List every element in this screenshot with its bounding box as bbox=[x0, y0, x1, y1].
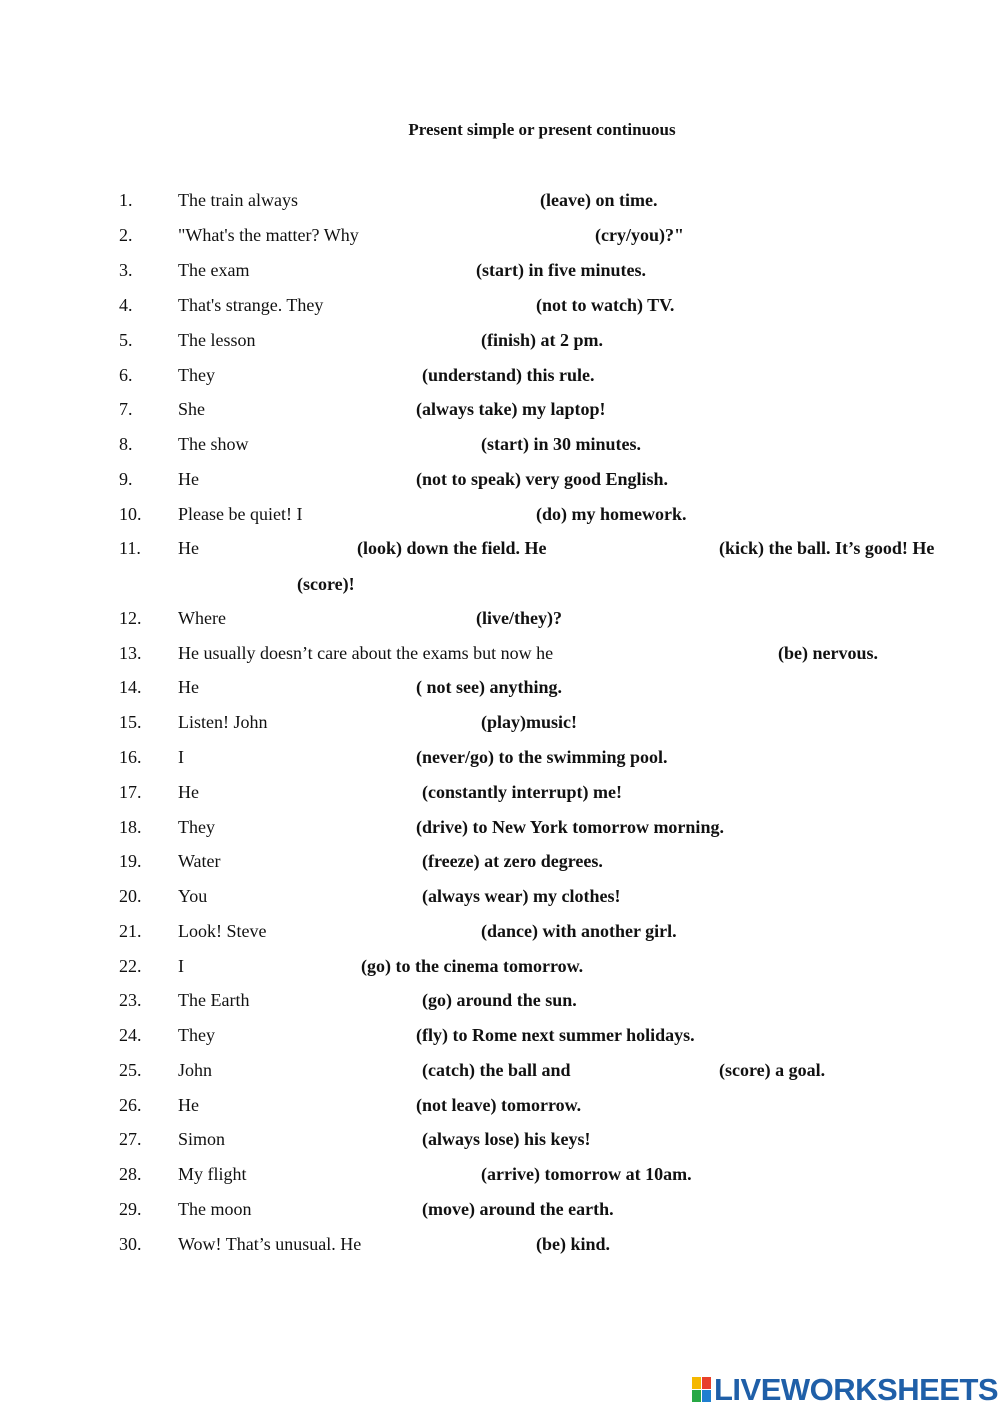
exercise-item bbox=[0, 919, 1000, 943]
sentence-text: They bbox=[178, 365, 215, 385]
sentence-text: my clothes! bbox=[528, 886, 621, 906]
verb-prompt: (score)! bbox=[297, 574, 355, 594]
sentence-text: at 2 pm. bbox=[536, 330, 604, 350]
item-number: 2. bbox=[119, 225, 133, 245]
sentence-text: My flight bbox=[178, 1164, 247, 1184]
liveworksheets-logo-icon bbox=[692, 1377, 712, 1403]
exercise-item bbox=[0, 1093, 1000, 1117]
sentence-text: The exam bbox=[178, 260, 250, 280]
sentence-text: to New York tomorrow morning. bbox=[467, 817, 724, 837]
sentence-text: Look! Steve bbox=[178, 921, 267, 941]
sentence-text: kind. bbox=[566, 1234, 611, 1254]
item-number: 11. bbox=[119, 538, 141, 558]
item-number: 26. bbox=[119, 1095, 142, 1115]
exercise-item bbox=[0, 849, 1000, 873]
worksheet-title: Present simple or present continuous bbox=[408, 120, 676, 139]
item-number: 6. bbox=[119, 365, 133, 385]
sentence-text: to Rome next summer holidays. bbox=[447, 1025, 695, 1045]
item-number: 29. bbox=[119, 1199, 142, 1219]
item-number: 20. bbox=[119, 886, 142, 906]
item-number: 23. bbox=[119, 990, 142, 1010]
item-number: 21. bbox=[119, 921, 142, 941]
exercise-item bbox=[0, 988, 1000, 1012]
sentence-text: Water bbox=[178, 851, 221, 871]
verb-prompt: (finish) at 2 pm. bbox=[481, 330, 604, 350]
item-number: 4. bbox=[119, 295, 133, 315]
sentence-text: He usually doesn’t care about the exams but now he bbox=[178, 643, 554, 663]
sentence-text: The moon bbox=[178, 1199, 252, 1219]
exercise-item bbox=[0, 954, 1000, 978]
sentence-text: my homework. bbox=[567, 504, 687, 524]
liveworksheets-logo bbox=[692, 1374, 998, 1406]
sentence-text: around the earth. bbox=[474, 1199, 614, 1219]
sentence-text: to the cinema tomorrow. bbox=[391, 956, 584, 976]
sentence-text: Where bbox=[178, 608, 226, 628]
item-number: 13. bbox=[119, 643, 142, 663]
verb-prompt: (live/they)? bbox=[476, 608, 562, 628]
sentence-text: in five minutes. bbox=[523, 260, 646, 280]
sentence-text: on time. bbox=[590, 190, 658, 210]
sentence-text: You bbox=[178, 886, 208, 906]
item-number: 25. bbox=[119, 1060, 142, 1080]
item-number: 22. bbox=[119, 956, 142, 976]
sentence-text: Listen! John bbox=[178, 712, 268, 732]
sentence-text: at zero degrees. bbox=[479, 851, 603, 871]
verb-prompt: (look) down the field. He bbox=[357, 538, 547, 558]
sentence-text: tomorrow at 10am. bbox=[539, 1164, 692, 1184]
verb-prompt: (go) around the sun. bbox=[422, 990, 577, 1010]
sentence-text: down the field. He bbox=[402, 538, 547, 558]
item-number: 24. bbox=[119, 1025, 142, 1045]
exercise-item bbox=[0, 1023, 1000, 1047]
exercise-item bbox=[0, 258, 1000, 282]
exercise-item bbox=[0, 536, 1000, 560]
exercise-item bbox=[0, 675, 1000, 699]
verb-prompt: (arrive) tomorrow at 10am. bbox=[481, 1164, 692, 1184]
verb-prompt: (constantly interrupt) me! bbox=[422, 782, 622, 802]
exercise-item bbox=[0, 572, 1000, 596]
exercise-item bbox=[0, 815, 1000, 839]
verb-prompt: (not to speak) very good English. bbox=[416, 469, 669, 489]
sentence-text: the ball. It’s good! He bbox=[764, 538, 935, 558]
exercise-item bbox=[0, 884, 1000, 908]
sentence-text: He bbox=[178, 469, 199, 489]
sentence-text: around the sun. bbox=[452, 990, 577, 1010]
sentence-text: with another girl. bbox=[538, 921, 677, 941]
sentence-text: the ball and bbox=[474, 1060, 571, 1080]
verb-prompt: (drive) to New York tomorrow morning. bbox=[416, 817, 724, 837]
verb-prompt: (go) to the cinema tomorrow. bbox=[361, 956, 584, 976]
verb-prompt: (cry/you)?" bbox=[595, 225, 684, 245]
sentence-text: John bbox=[178, 1060, 213, 1080]
sentence-text: Simon bbox=[178, 1129, 226, 1149]
exercise-item bbox=[0, 188, 1000, 212]
sentence-text: The lesson bbox=[178, 330, 256, 350]
exercise-item bbox=[0, 606, 1000, 630]
item-number: 18. bbox=[119, 817, 142, 837]
verb-prompt: (be) kind. bbox=[536, 1234, 611, 1254]
sentence-text: a goal. bbox=[770, 1060, 826, 1080]
sentence-text: I bbox=[178, 747, 184, 767]
verb-prompt: (catch) the ball and bbox=[422, 1060, 571, 1080]
sentence-text: She bbox=[178, 399, 205, 419]
sentence-text: He bbox=[178, 782, 199, 802]
exercise-item bbox=[0, 467, 1000, 491]
exercise-item bbox=[0, 1197, 1000, 1221]
verb-prompt: (be) nervous. bbox=[778, 643, 879, 663]
sentence-text: I bbox=[178, 956, 184, 976]
item-number: 8. bbox=[119, 434, 133, 454]
item-number: 1. bbox=[119, 190, 133, 210]
sentence-text: tomorrow. bbox=[496, 1095, 582, 1115]
verb-prompt: (never/go) to the swimming pool. bbox=[416, 747, 668, 767]
verb-prompt: (score) a goal. bbox=[719, 1060, 826, 1080]
sentence-text: He bbox=[178, 677, 199, 697]
sentence-text: his keys! bbox=[519, 1129, 591, 1149]
item-number: 10. bbox=[119, 504, 142, 524]
sentence-text: this rule. bbox=[522, 365, 595, 385]
verb-prompt: (start) in five minutes. bbox=[476, 260, 646, 280]
exercise-item bbox=[0, 1127, 1000, 1151]
item-number: 12. bbox=[119, 608, 142, 628]
sentence-text: He bbox=[178, 1095, 199, 1115]
verb-prompt: (move) around the earth. bbox=[422, 1199, 614, 1219]
verb-prompt: (do) my homework. bbox=[536, 504, 687, 524]
sentence-text: He bbox=[178, 538, 199, 558]
sentence-text: music! bbox=[526, 712, 577, 732]
verb-prompt: (start) in 30 minutes. bbox=[481, 434, 642, 454]
sentence-text: in 30 minutes. bbox=[528, 434, 642, 454]
sentence-text: Please be quiet! I bbox=[178, 504, 303, 524]
item-number: 19. bbox=[119, 851, 142, 871]
verb-prompt: (always wear) my clothes! bbox=[422, 886, 621, 906]
exercise-item bbox=[0, 432, 1000, 456]
exercise-item bbox=[0, 641, 1000, 665]
exercise-item bbox=[0, 745, 1000, 769]
sentence-text: ?" bbox=[664, 225, 684, 245]
exercise-item bbox=[0, 397, 1000, 421]
exercise-item bbox=[0, 1058, 1000, 1082]
sentence-text: very good English. bbox=[521, 469, 669, 489]
verb-prompt: (leave) on time. bbox=[540, 190, 658, 210]
item-number: 17. bbox=[119, 782, 142, 802]
verb-prompt: (play)music! bbox=[481, 712, 577, 732]
liveworksheets-wordmark: LIVEWORKSHEETS bbox=[714, 1372, 999, 1407]
item-number: 14. bbox=[119, 677, 142, 697]
item-number: 9. bbox=[119, 469, 133, 489]
item-number: 27. bbox=[119, 1129, 142, 1149]
verb-prompt: (understand) this rule. bbox=[422, 365, 595, 385]
verb-prompt: (always lose) his keys! bbox=[422, 1129, 591, 1149]
sentence-text: They bbox=[178, 1025, 215, 1045]
sentence-text: TV. bbox=[642, 295, 675, 315]
sentence-text: nervous. bbox=[808, 643, 879, 663]
item-number: 30. bbox=[119, 1234, 142, 1254]
exercise-item bbox=[0, 293, 1000, 317]
sentence-text: anything. bbox=[484, 677, 563, 697]
verb-prompt: (not leave) tomorrow. bbox=[416, 1095, 582, 1115]
verb-prompt: (always take) my laptop! bbox=[416, 399, 606, 419]
verb-prompt: ( not see) anything. bbox=[416, 677, 563, 697]
item-number: 3. bbox=[119, 260, 133, 280]
sentence-text: The train always bbox=[178, 190, 298, 210]
sentence-text: me! bbox=[588, 782, 622, 802]
exercise-item bbox=[0, 1162, 1000, 1186]
exercise-item bbox=[0, 710, 1000, 734]
verb-prompt: (not to watch) TV. bbox=[536, 295, 675, 315]
verb-prompt: (fly) to Rome next summer holidays. bbox=[416, 1025, 695, 1045]
sentence-text: The Earth bbox=[178, 990, 250, 1010]
verb-prompt: (freeze) at zero degrees. bbox=[422, 851, 603, 871]
exercise-item bbox=[0, 780, 1000, 804]
item-number: 28. bbox=[119, 1164, 142, 1184]
sentence-text: They bbox=[178, 817, 215, 837]
verb-prompt: (dance) with another girl. bbox=[481, 921, 677, 941]
exercise-item bbox=[0, 502, 1000, 526]
sentence-text: That's strange. They bbox=[178, 295, 324, 315]
sentence-text: my laptop! bbox=[517, 399, 606, 419]
exercise-item bbox=[0, 363, 1000, 387]
exercise-item bbox=[0, 223, 1000, 247]
verb-prompt: (kick) the ball. It’s good! He bbox=[719, 538, 935, 558]
sentence-text: The show bbox=[178, 434, 249, 454]
item-number: 16. bbox=[119, 747, 142, 767]
sentence-text: "What's the matter? Why bbox=[178, 225, 359, 245]
sentence-text: Wow! That’s unusual. He bbox=[178, 1234, 362, 1254]
item-number: 5. bbox=[119, 330, 133, 350]
exercise-item bbox=[0, 1232, 1000, 1256]
item-number: 15. bbox=[119, 712, 142, 732]
exercise-item bbox=[0, 328, 1000, 352]
sentence-text: to the swimming pool. bbox=[493, 747, 668, 767]
item-number: 7. bbox=[119, 399, 133, 419]
